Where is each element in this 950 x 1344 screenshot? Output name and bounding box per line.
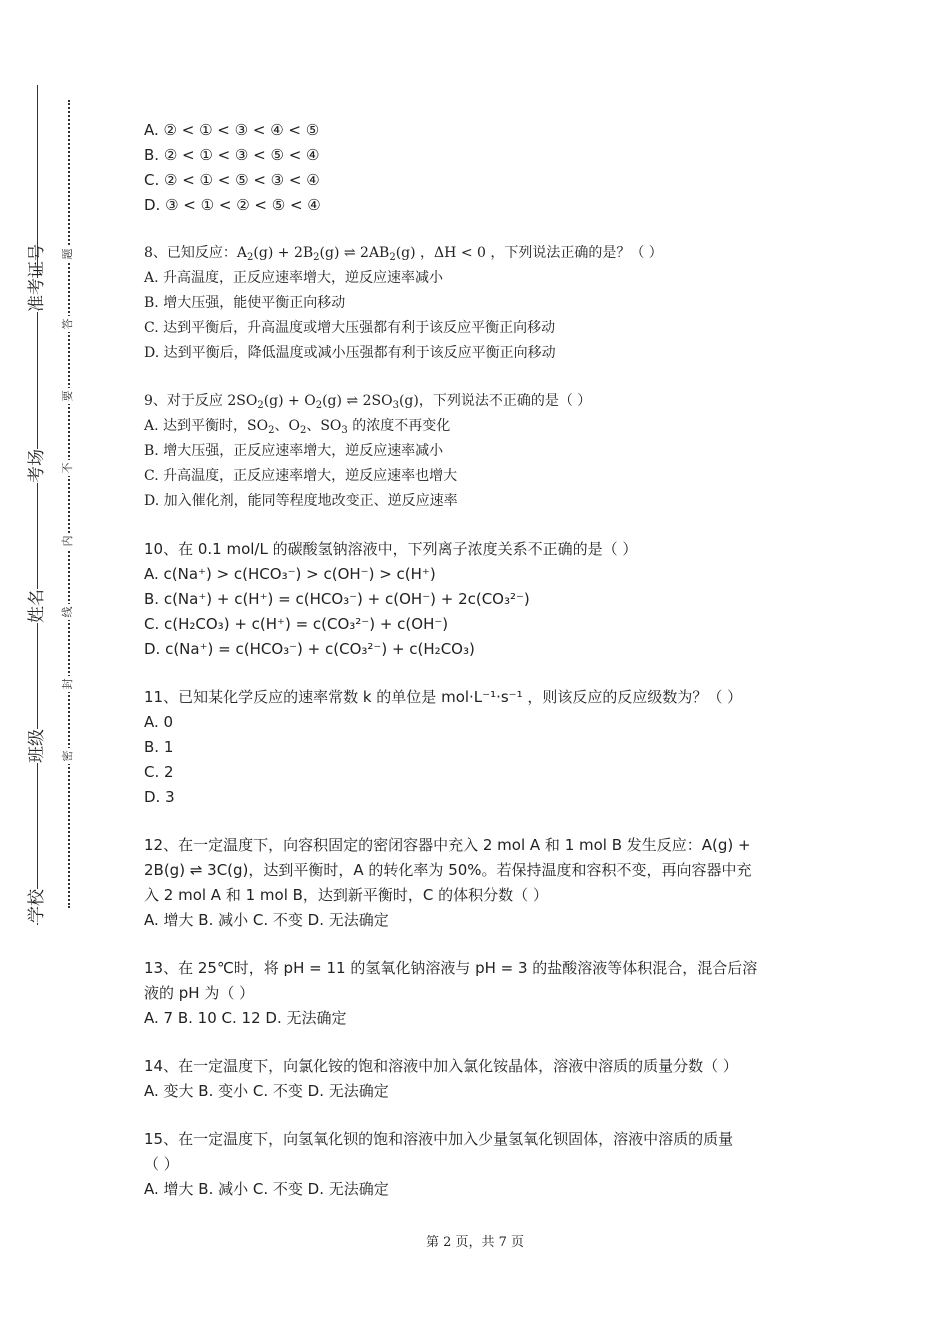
question-14 xyxy=(144,1054,814,1104)
option-line: C. 达到平衡后，升高温度或增大压强都有利于该反应平衡正向移动 xyxy=(144,320,556,336)
question-stem-line: 12、在一定温度下，向容积固定的密闭容器中充入 2 mol A 和 1 mol B 发生反应：A(g) + xyxy=(144,836,751,854)
seal-char: 不 xyxy=(60,460,76,476)
seal-char: 题 xyxy=(60,246,76,262)
option-line: C. c(H₂CO₃) + c(H⁺) = c(CO₃²⁻) + c(OH⁻) xyxy=(144,615,449,633)
question-stem: 9、对于反应 $2SO_2(g) + O_2(g)$ ⇌ $2SO_3(g)$，下列说法不正确的是（ ） xyxy=(144,393,592,411)
question-8 xyxy=(144,241,814,366)
field-name: 姓名 xyxy=(27,589,47,623)
binding-solid-line xyxy=(37,85,38,925)
seal-char: 要 xyxy=(60,388,76,404)
option-line: D. 3 xyxy=(144,788,175,806)
seal-char: 封 xyxy=(60,676,76,692)
question-stem-line: （ ） xyxy=(144,1155,179,1173)
option-line: A. 达到平衡时，$SO_2$、$O_2$、$SO_3$ 的浓度不再变化 xyxy=(144,418,451,436)
binding-margin xyxy=(0,0,90,1344)
field-class: 班级 xyxy=(27,729,47,763)
option-line: B. ② < ① < ③ < ⑤ < ④ xyxy=(144,146,320,164)
question-7-options xyxy=(144,118,814,218)
option-line: A. 增大 B. 减小 C. 不变 D. 无法确定 xyxy=(144,1180,389,1198)
option-line: A. ② < ① < ③ < ④ < ⑤ xyxy=(144,121,320,139)
question-stem-line: 13、在 25℃时，将 pH = 11 的氢氧化钠溶液与 pH = 3 的盐酸溶液等体积混合，混合后溶 xyxy=(144,959,758,977)
seal-char: 答 xyxy=(60,316,76,332)
seal-dotted-line xyxy=(68,100,70,908)
question-stem: 11、已知某化学反应的速率常数 k 的单位是 mol·L⁻¹·s⁻¹ ，则该反应的反应级数为？（ ） xyxy=(144,688,743,706)
option-line: C. 2 xyxy=(144,763,174,781)
option-line: A. 7 B. 10 C. 12 D. 无法确定 xyxy=(144,1009,347,1027)
question-13 xyxy=(144,956,814,1031)
option-line: A. c(Na⁺) > c(HCO₃⁻) > c(OH⁻) > c(H⁺) xyxy=(144,565,436,583)
field-school: 学校 xyxy=(27,889,47,923)
seal-char: 内 xyxy=(60,533,76,549)
option-line: C. 升高温度，正反应速率增大，逆反应速率也增大 xyxy=(144,468,458,484)
field-exam-number: 准考证号 xyxy=(27,244,47,312)
question-stem-line: 液的 pH 为（ ） xyxy=(144,984,255,1002)
option-line: D. 加入催化剂，能同等程度地改变正、逆反应速率 xyxy=(144,493,458,509)
seal-char: 密 xyxy=(60,748,76,764)
question-11 xyxy=(144,685,814,810)
question-content xyxy=(144,118,814,1202)
option-line: A. 升高温度，正反应速率增大，逆反应速率减小 xyxy=(144,270,444,286)
option-line: A. 0 xyxy=(144,713,174,731)
question-stem-line: 入 2 mol A 和 1 mol B，达到新平衡时，C 的体积分数（ ） xyxy=(144,886,548,904)
question-15 xyxy=(144,1127,814,1202)
option-line: B. c(Na⁺) + c(H⁺) = c(HCO₃⁻) + c(OH⁻) + 2c(CO₃²⁻) xyxy=(144,590,530,608)
question-stem: 10、在 0.1 mol/L 的碳酸氢钠溶液中，下列离子浓度关系不正确的是（ ） xyxy=(144,540,638,558)
question-stem-line: 2B(g) ⇌ 3C(g)，达到平衡时，A 的转化率为 50%。若保持温度和容积不变，再向容器中充 xyxy=(144,861,752,879)
option-line: B. 增大压强，正反应速率增大，逆反应速率减小 xyxy=(144,443,444,459)
option-line: B. 增大压强，能使平衡正向移动 xyxy=(144,295,346,311)
option-line: D. ③ < ① < ② < ⑤ < ④ xyxy=(144,196,321,214)
option-line: D. 达到平衡后，降低温度或减小压强都有利于该反应平衡正向移动 xyxy=(144,345,556,361)
question-10 xyxy=(144,537,814,662)
option-line: A. 变大 B. 变小 C. 不变 D. 无法确定 xyxy=(144,1082,389,1100)
option-line: C. ② < ① < ⑤ < ③ < ④ xyxy=(144,171,320,189)
option-line: A. 增大 B. 减小 C. 不变 D. 无法确定 xyxy=(144,911,389,929)
question-9 xyxy=(144,389,814,514)
page-footer: 第 2 页，共 7 页 xyxy=(425,1235,525,1250)
option-line: B. 1 xyxy=(144,738,174,756)
question-stem-line: 15、在一定温度下，向氢氧化钡的饱和溶液中加入少量氢氧化钡固体，溶液中溶质的质量 xyxy=(144,1130,734,1148)
seal-char: 线 xyxy=(60,604,76,620)
field-exam-room: 考场 xyxy=(27,449,47,483)
question-12 xyxy=(144,833,814,933)
option-line: D. c(Na⁺) = c(HCO₃⁻) + c(CO₃²⁻) + c(H₂CO₃) xyxy=(144,640,475,658)
question-stem: 8、已知反应：$A_2(g) + 2B_2(g)$ ⇌ $2AB_2(g)$ ，ΔH < 0 ，下列说法正确的是？（ ） xyxy=(144,245,663,263)
question-stem-line: 14、在一定温度下，向氯化铵的饱和溶液中加入氯化铵晶体，溶液中溶质的质量分数（ ） xyxy=(144,1057,738,1075)
